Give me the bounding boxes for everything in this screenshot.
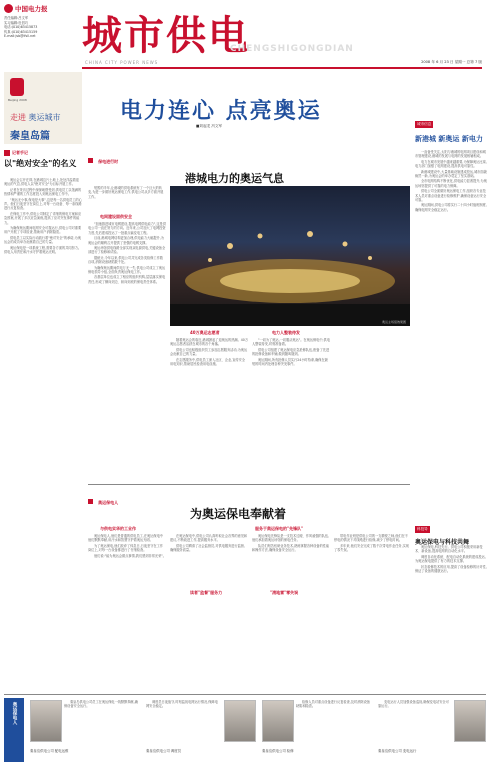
notes-title: 以"绝对安全"的名义 bbox=[4, 159, 77, 168]
main-headline: 电力连心 点亮奥运 bbox=[120, 98, 322, 124]
subhead-prepare: 电力人整装待发 bbox=[272, 330, 300, 335]
strip-label-block bbox=[4, 698, 24, 762]
bottom-col4: 带电作业班是供电公司的一支精锐之师,他们在不停电的情况下对线路进行检修,减少了停电时间。 多年来,他们安全完成了数千次带电作业任务,实现了零失误。 bbox=[334, 534, 409, 553]
science-block bbox=[415, 515, 487, 547]
bottom-sub-lightning: "滚地雷"零失误 bbox=[270, 590, 299, 595]
bottom-col1: 奥运保电人,他们是普通的供电员工,在奥运保电中他们默默奉献,用汗水和智慧守护着奥运光明。 为了奥运保电,他们放弃了休息日,日夜坚守在工作岗位上,对每一台设备都进行了仔细检查。 他们说:"能为奥运会做点事情,我们感到非常光荣"。 bbox=[88, 534, 166, 558]
olympic-panel bbox=[4, 72, 82, 144]
city-info-body: 一直备受关注,太阳与港城的电网项目建设和城市管理建设,港城的发展与电网的发展相辅相成。 电力在城市发展中越来越重要,为保障奥运比赛,电力部门加强了电网建设,提高供电可靠性。 新港城建设中,大量基础设施建成投运,城市面貌焕然一新,为奥运会的举办奠定了坚实基础。 全市电网结构不断优化,供电能力显著提升,为奥运场馆提供了可靠的电力保障。 供电公司全面做好奥运保电工作,组织各专业技术人员对重点设备进行检修维护,确保设备运行安全可靠。 奥运期间,供电公司将实行二十四小时值班制度,确保电网安全稳定运行。 bbox=[415, 150, 487, 212]
email-line: E-mail:jsb@lfsll.net bbox=[4, 34, 36, 39]
beijing-2008-emblem-icon bbox=[10, 78, 24, 96]
baodian-title: 港城电力的奥运气息 bbox=[185, 172, 284, 185]
masthead-date: 2008 年 6 月 23 日 星期一 总第 7 版 bbox=[421, 60, 482, 64]
logo-block bbox=[4, 4, 74, 64]
stadium-photo bbox=[170, 186, 410, 326]
subhead-volunteers: 40万奥运志愿者 bbox=[190, 330, 220, 335]
strip-divider bbox=[4, 694, 486, 695]
portrait-photo-1 bbox=[30, 700, 62, 742]
stadium-photo-caption: 奥运主场馆效果图 bbox=[381, 320, 406, 324]
masthead-pinyin: CHENGSHIGONGDIAN bbox=[230, 44, 354, 54]
notes-icon bbox=[4, 150, 10, 156]
bottom-sub-flag: 服务于奥运保电的"先锋队" bbox=[255, 526, 304, 531]
strip-caption-3: 秦皇岛供电公司 检修 bbox=[262, 749, 294, 753]
stadium-lights-graphic bbox=[170, 186, 410, 326]
editor-line: 责任编辑:吕文军 bbox=[4, 16, 29, 20]
main-col3-body: "一切为了奥运,一切服从奥运"。在奥运保电中,供电人整装待发,时刻准备着。 供电公司组建了奥运保电应急抢修队伍,配备了先进的抢修设备和车辆,做到随叫随到。 奥运期间,所有抢修人员实行24小时待命,确保在最短的时间内处理各种突发事件。 bbox=[252, 338, 330, 367]
masthead-rule bbox=[82, 67, 482, 69]
city-info-block bbox=[415, 110, 487, 144]
bottom-story-title: 为奥运保电奉献着 bbox=[190, 507, 287, 521]
strip-caption-4: 秦皇岛供电公司 变电运行 bbox=[378, 749, 417, 753]
bottom-story-icon bbox=[88, 499, 93, 504]
bottom-story-label: 奥运保电人 bbox=[98, 500, 119, 505]
bottom-col3: 奥运保电先锋队是一支技术过硬、作风顽强的队伍,他们承担着奥运场馆的保电任务。 队员们刻苦钻研业务技术,熟练掌握各种设备的性能和操作方法,确保设备安全运行。 bbox=[252, 534, 330, 553]
science-label: 科技导 bbox=[417, 527, 428, 531]
strip-text-4: 变电运行人员加强设备巡视,确保变电站安全可靠运行。 bbox=[378, 700, 449, 709]
headline-byline: ■刘起龙 冯文军 bbox=[196, 124, 223, 128]
bottom-col2: 在奥运保电中,供电公司认真听取社会各界的意见和建议,不断改进工作,提高服务水平。 供电公司聘请了社会监督员,对供电服务进行监督,确保服务质量。 bbox=[170, 534, 248, 553]
main-col2-body: 随着奥运会的临近,港城掀起了迎奥运的热潮。40万奥运志愿者活跃在城市的各个角落。 供电公司也积极组织员工参加志愿服务活动,为奥运会贡献自己的力量。 在志愿服务中,供电员工深入社区、企业,宣传安全用电知识,帮助居民检查用电设施。 bbox=[170, 338, 248, 367]
newspaper-logo-icon bbox=[4, 4, 13, 13]
emblem-text: Beijing 2008 bbox=[8, 98, 27, 102]
city-info-title: 新港城 新奥运 新电力 bbox=[415, 135, 483, 143]
strip-item-1 bbox=[28, 698, 140, 762]
fax-line: 传真:(010)63415159 bbox=[4, 29, 38, 34]
science-body: 奥运保电,科技先行。供电公司积极采用新技术、新设备,提高电网的自动化水平。 调度自动化系统、配电自动化系统的建成投运,为奥运保电提供了有力的技术支撑。 状态检修技术的应用,提高了设备检修的针对性,保证了设备的健康运行。 bbox=[415, 545, 487, 574]
olympic-panel-title: 秦皇岛篇 bbox=[10, 131, 50, 142]
section-divider bbox=[88, 484, 410, 485]
masthead-tagline: CHINA CITY POWER NEWS bbox=[85, 60, 159, 65]
bottom-sub2: 读者"监督"服务力 bbox=[190, 590, 223, 595]
notes-label: 记者手记 bbox=[12, 150, 28, 155]
main-col1-intro: 短暂的半年,让港城的供电系统有了一个巨大的转变,为进一步做好奥运保电工作,供电公司从多方面开展工作。 bbox=[88, 186, 164, 199]
strip-caption-1: 秦皇岛供电公司 配电运维 bbox=[30, 749, 69, 753]
baodian-label-icon bbox=[88, 158, 93, 163]
notes-body: 奥运会召开在即,在港城这片土地上,处处洋溢着迎奥运的气息,供电人以"绝对安全"为目标开展工作。 记者在采访过程中深深地感受到,供电员工以饱满的热情和严谨的工作态度投入到奥运保电工作中。 "奥运无小事,保电是大事",这是每一名供电员工的心声。他们日夜坚守在岗位上,对每一台设备、每一条线路进行反复检查。 在保电工作中,供电公司制定了详细的保电方案和应急预案,开展了多次应急演练,提高了应对突发事件的能力。 为确保奥运期间电网安全可靠运行,供电公司对重要用户开展了专项检查,帮助用户消除隐患。 供电员工以实际行动践行着"绝对安全"的承诺,为奥运会的成功举办贡献着自己的力量。 奥运保电是一项系统工程,需要各方面的共同努力。供电人用责任和汗水守护着奥运光明。 bbox=[4, 178, 82, 255]
strip-item-2 bbox=[144, 698, 256, 762]
phone-line: 电话:(010)63415873 bbox=[4, 25, 38, 30]
strip-item-3 bbox=[260, 698, 372, 762]
strip-label: 奥运保电人 bbox=[12, 702, 17, 725]
strip-text-1: 秦皇岛供电公司员工在奥运保电一线默默奉献,确保设备安全运行。 bbox=[64, 700, 138, 709]
subhead-guarantee: 电网建设固供安全 bbox=[100, 214, 132, 219]
strip-item-4 bbox=[376, 698, 486, 762]
slogan-right: 奥运城市 bbox=[28, 113, 61, 122]
city-info-label: 城市信息 bbox=[417, 122, 432, 126]
baodian-label-block bbox=[88, 148, 118, 167]
strip-text-3: 检修人员对重点设备进行反复检查,及时消除设备缺陷和隐患。 bbox=[296, 700, 370, 709]
slogan-left: 走进 bbox=[10, 113, 26, 122]
portrait-photo-3 bbox=[262, 700, 294, 742]
bottom-story-label-block bbox=[88, 489, 118, 508]
bottom-sub1: 与供电实华的工业作 bbox=[100, 526, 136, 531]
baodian-label: 保电进行时 bbox=[98, 159, 119, 164]
masthead-title: 城市供电 bbox=[82, 12, 250, 59]
notes-block bbox=[4, 150, 82, 169]
intern-editor-line: 实习编辑:杜昌巧 bbox=[4, 20, 29, 25]
portrait-photo-2 bbox=[224, 700, 256, 742]
strip-text-2: 调度员日夜值守,时刻监视电网运行情况,保障电网安全稳定。 bbox=[146, 700, 218, 709]
portrait-photo-4 bbox=[454, 700, 486, 742]
strip-caption-2: 秦皇岛供电公司 调度员 bbox=[146, 749, 181, 753]
main-col1-body: "加速推进城市电网建设,提高电网供电能力",这是供电公司一直在努力的方向。近年来,公司加大了电网投资力度,先后建成投运了一批重点输变电工程。 目前,港城电网结构更加合理,供电能力大幅提升,为奥运会的顺利召开提供了坚强的电网支撑。 奥运场馆供电线路全部实现双电源供电,关键设备全部进行了检修和试验。 据统计,今年以来,供电公司共完成各类检修工作数百项,消除设备缺陷数千处。 为确保奥运期间供电万无一失,供电公司成立了奥运保电领导小组,全面负责奥运保电工作。 各基层单位也成立了相应的组织机构,层层落实保电责任,形成了横向到边、纵向到底的保电责任体系。 bbox=[88, 222, 166, 284]
newspaper-name: 中国电力报 bbox=[15, 5, 48, 13]
science-title: 奥运保电与科技共舞 bbox=[415, 539, 470, 546]
